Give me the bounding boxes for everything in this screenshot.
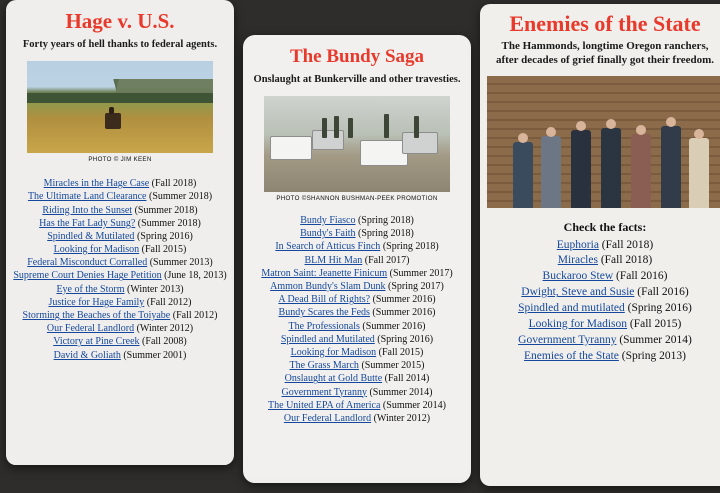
article-link-row <box>249 412 465 425</box>
article-link[interactable]: Bundy's Faith <box>300 228 356 240</box>
article-link[interactable]: Federal Misconduct Corralled <box>27 257 148 269</box>
article-link[interactable]: Miracles in the Hage Case <box>43 178 150 190</box>
article-link-date: (Summer 2015) <box>358 360 425 372</box>
article-link-row <box>12 230 228 243</box>
article-link-row <box>486 317 720 333</box>
article-link-date: (Fall 2008) <box>139 336 187 348</box>
article-link-row <box>249 359 465 372</box>
article-link[interactable]: Government Tyranny <box>281 386 367 398</box>
article-link[interactable]: Spindled and Mutilated <box>280 333 375 345</box>
article-link[interactable]: In Search of Atticus Finch <box>275 241 381 253</box>
family-member-shape <box>661 126 681 208</box>
card-hage <box>6 0 234 465</box>
card-bundy-title: The Bundy Saga <box>289 46 425 67</box>
article-link[interactable]: Buckaroo Stew <box>542 270 614 283</box>
article-link-date: (Fall 2012) <box>170 310 218 322</box>
hage-photo-image <box>27 61 213 153</box>
article-link[interactable]: The Professionals <box>288 320 360 332</box>
article-link[interactable]: Spindled & Mutilated <box>47 230 135 242</box>
article-link-date: (Summer 2018) <box>146 191 213 203</box>
article-link-date: (Summer 2001) <box>120 349 187 361</box>
family-member-shape <box>571 130 591 208</box>
bundy-photo-credit: PHOTO ©SHANNON BUSHMAN-PEEK PROMOTION <box>276 195 438 203</box>
article-link-row <box>249 399 465 412</box>
article-link-date: (Summer 2016) <box>370 294 436 306</box>
article-link-row <box>486 285 720 301</box>
article-link-row <box>249 267 465 280</box>
article-link-date: (Summer 2013) <box>147 257 213 269</box>
article-link-date: (Fall 2017) <box>362 254 410 266</box>
article-link-row <box>12 256 228 269</box>
article-link-date: (Summer 2017) <box>387 267 453 279</box>
card-hage-title: Hage v. U.S. <box>65 9 175 33</box>
article-link[interactable]: Bundy Fiasco <box>300 215 356 227</box>
treeline-shape <box>27 93 213 103</box>
article-link-date: (Fall 2018) <box>149 178 197 190</box>
article-link-date: (Fall 2012) <box>144 296 192 308</box>
card-hage-photo-wrap <box>6 61 234 163</box>
article-link-date: (Fall 2014) <box>382 373 430 385</box>
officer-figure-shape <box>322 118 327 138</box>
article-link-date: (Fall 2015) <box>139 244 187 256</box>
article-link[interactable]: Government Tyranny <box>518 333 617 346</box>
article-link-date: (Winter 2013) <box>124 283 184 295</box>
article-link[interactable]: Supreme Court Denies Hage Petition <box>13 270 162 282</box>
article-link-date: (Spring 2016) <box>374 333 434 345</box>
article-link-date: (Fall 2018) <box>597 254 653 267</box>
article-link[interactable]: The United EPA of America <box>268 399 381 411</box>
article-link[interactable]: Onslaught at Gold Butte <box>284 373 383 385</box>
article-link-row <box>249 280 465 293</box>
article-link[interactable]: Euphoria <box>556 238 599 251</box>
article-link-row <box>249 254 465 267</box>
card-bundy-photo-wrap <box>243 96 471 202</box>
article-link-row <box>12 296 228 309</box>
bundy-list-fade <box>243 475 471 483</box>
article-link-row <box>12 190 228 203</box>
article-link-date: (Summer 2016) <box>359 320 426 332</box>
hage-photo-credit: PHOTO © JIM KEEN <box>88 156 152 164</box>
article-link-row <box>12 217 228 230</box>
article-link-row <box>12 335 228 348</box>
article-link-date: (Winter 2012) <box>134 323 194 335</box>
article-link-date: (Spring 2018) <box>380 241 439 253</box>
article-link-row <box>12 204 228 217</box>
article-link[interactable]: A Dead Bill of Rights? <box>278 294 371 306</box>
article-link-row <box>249 306 465 319</box>
article-link-date: (Summer 2014) <box>380 399 446 411</box>
card-enemies-photo-wrap <box>480 76 720 208</box>
article-link-date: (Fall 2016) <box>634 286 689 299</box>
article-link-row <box>12 177 228 190</box>
article-link-row <box>249 372 465 385</box>
article-link-date: (Summer 2014) <box>366 386 433 398</box>
article-link-date: (Summer 2014) <box>616 333 692 346</box>
article-link-date: (Spring 2018) <box>355 228 414 240</box>
article-link[interactable]: Storming the Beaches of the Toiyabe <box>22 310 171 322</box>
article-link-row <box>486 301 720 317</box>
article-link-row <box>12 309 228 322</box>
family-member-shape <box>513 142 533 208</box>
article-link-date: (Fall 2015) <box>627 317 682 330</box>
article-link[interactable]: Looking for Madison <box>528 317 628 330</box>
article-link[interactable]: The Grass March <box>289 360 359 372</box>
article-link-row <box>486 333 720 349</box>
officer-figure-shape <box>384 114 389 138</box>
article-link[interactable]: Spindled and mutilated <box>518 302 625 315</box>
article-link-row <box>12 349 228 362</box>
article-link-row <box>249 240 465 253</box>
family-member-shape <box>541 136 561 208</box>
card-bundy <box>243 35 471 483</box>
officer-figure-shape <box>334 116 339 138</box>
article-link-date: (June 18, 2013) <box>161 270 227 282</box>
card-enemies-subtitle: The Hammonds, longtime Oregon ranchers, after decades of grief finally got their freedom. <box>495 40 715 66</box>
article-link[interactable]: Enemies of the State <box>524 349 619 362</box>
article-link-row <box>249 386 465 399</box>
article-link[interactable]: Has the Fat Lady Sung? <box>39 217 136 229</box>
article-link-date: (Fall 2016) <box>613 270 668 283</box>
article-link[interactable]: Ammon Bundy's Slam Dunk <box>270 281 386 292</box>
bundy-article-link-list <box>243 214 471 425</box>
article-link-date: (Spring 2018) <box>355 215 414 227</box>
article-link[interactable]: Dwight, Steve and Susie <box>521 286 635 299</box>
article-link[interactable]: Our Federal Landlord <box>283 412 372 424</box>
hage-list-fade <box>6 457 234 465</box>
article-link-row <box>249 227 465 240</box>
article-link-date: (Summer 2018) <box>132 204 198 216</box>
bundy-photo-image <box>264 96 450 192</box>
article-link-row <box>249 320 465 333</box>
article-link[interactable]: Our Federal Landlord <box>46 323 135 335</box>
article-link-date: (Fall 2018) <box>598 238 654 251</box>
article-link-row <box>12 243 228 256</box>
family-member-shape <box>689 138 709 208</box>
card-hage-subtitle: Forty years of hell thanks to federal agents. <box>22 39 218 51</box>
suv-shape <box>270 136 312 160</box>
article-link[interactable]: Matron Saint: Jeanette Finicum <box>261 267 388 279</box>
enemies-article-link-list <box>480 238 720 365</box>
article-link-row <box>12 283 228 296</box>
officer-figure-shape <box>414 116 419 138</box>
article-link[interactable]: Justice for Hage Family <box>48 296 145 308</box>
hage-article-link-list <box>6 177 234 362</box>
article-link[interactable]: Eye of the Storm <box>56 283 125 295</box>
article-link-row <box>12 322 228 335</box>
article-link-row <box>249 214 465 227</box>
card-bundy-subtitle: Onslaught at Bunkerville and other travesties. <box>253 73 461 85</box>
article-link-date: (Summer 2018) <box>135 217 201 229</box>
family-member-shape <box>631 134 651 208</box>
suv-shape <box>402 132 438 154</box>
article-link-date: (Fall 2015) <box>376 346 424 358</box>
card-enemies-title: Enemies of the State <box>509 11 701 36</box>
article-link-row <box>486 349 720 365</box>
rider-on-horseback-shape <box>105 113 121 129</box>
article-link-row <box>486 238 720 254</box>
article-link[interactable]: Looking for Madison <box>290 346 377 358</box>
check-the-facts-label: Check the facts: <box>563 219 647 234</box>
article-link-date: (Spring 2016) <box>134 230 193 242</box>
article-link-row <box>486 269 720 285</box>
article-link-date: (Spring 2017) <box>385 281 444 292</box>
article-link-date: (Spring 2013) <box>618 349 686 362</box>
article-link-row <box>249 293 465 306</box>
article-link[interactable]: Bundy Scares the Feds <box>278 307 370 319</box>
officer-figure-shape <box>348 118 353 138</box>
article-link-date: (Spring 2016) <box>624 302 692 315</box>
family-member-shape <box>601 128 621 208</box>
suv-shape <box>312 130 344 150</box>
article-link-date: (Summer 2016) <box>369 307 436 319</box>
article-link-row <box>12 269 228 282</box>
article-link[interactable]: Looking for Madison <box>53 244 140 256</box>
card-enemies <box>480 4 720 486</box>
article-link-date: (Winter 2012) <box>371 412 431 424</box>
article-link[interactable]: The Ultimate Land Clearance <box>27 191 147 203</box>
article-link[interactable]: BLM Hit Man <box>304 254 363 266</box>
article-link[interactable]: Riding Into the Sunset <box>42 204 133 216</box>
article-link-row <box>486 253 720 269</box>
suv-shape <box>360 140 408 166</box>
article-link[interactable]: David & Goliath <box>53 349 121 361</box>
hammond-family-photo-image <box>487 76 720 208</box>
article-link[interactable]: Victory at Pine Creek <box>53 336 140 348</box>
article-link[interactable]: Miracles <box>557 254 598 267</box>
article-link-row <box>249 346 465 359</box>
article-link-row <box>249 333 465 346</box>
